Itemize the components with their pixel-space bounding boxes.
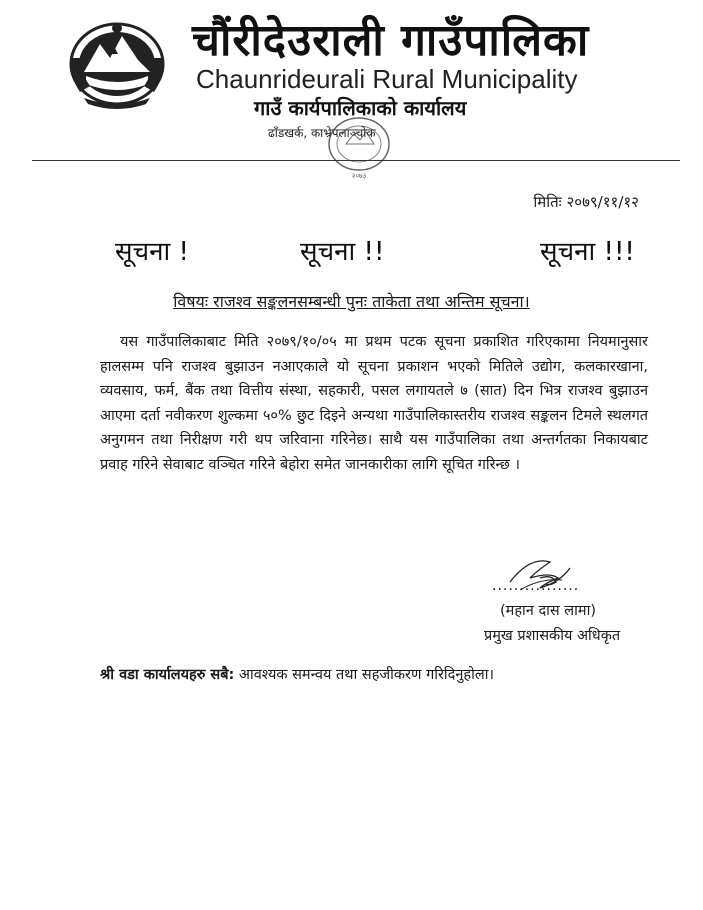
cc-label: श्री वडा कार्यालयहरु सबै: <box>100 667 235 683</box>
notice-heading-2: सूचना !! <box>300 237 385 267</box>
municipality-emblem-icon <box>64 14 170 110</box>
signature-line: ................ <box>492 578 580 594</box>
office-address: ढाँडखर्क, काभ्रेपलाञ्चोक <box>268 126 376 140</box>
municipality-title-english: Chaunrideurali Rural Municipality <box>196 64 578 94</box>
signer-title: प्रमुख प्रशासकीय अधिकृत <box>484 628 621 644</box>
notice-date: मितिः २०७९/११/१२ <box>533 193 639 211</box>
notice-heading-1: सूचना ! <box>115 237 189 267</box>
signer-name: (महान दास लामा) <box>500 603 596 619</box>
notice-body: यस गाउँपालिकाबाट मिति २०७९/१०/०५ मा प्रथम पटक सूचना प्रकाशित गरिएकामा नियमानुसार हालसम्म पनि राजश्व बुझाउन नआएकाले यो सूचना प्रकाशन भएको मितिले उद्योग, कलकारखाना, व्यवसाय, फर्म, बैंक तथा वित्तीय संस्था, सहकारी, पसल लगायतले ७ (सात) दिन भित्र राजश्व बुझाउन आएमा दर्ता नवीकरण शुल्कमा ५०% छुट दिइने अन्यथा गाउँपालिकास्तरीय राजश्व सङ्कलन टिमले स्थलगत अनुगमन तथा निरीक्षण गरी थप जरिवाना गरिनेछ। साथै यस गाउँपालिका तथा अन्तर्गतका निकायबाट प्रवाह गरिने सेवाबाट वञ्चित गरिने बेहोरा समेत जानकारीका लागि सूचित गरिन्छ । <box>100 334 648 473</box>
notice-heading-3: सूचना !!! <box>540 237 635 267</box>
copy-recipients <box>100 664 660 684</box>
notice-subject <box>0 290 703 312</box>
official-stamp-icon <box>318 108 400 182</box>
header-divider <box>32 160 680 161</box>
subject-text: विषयः राजश्व सङ्कलनसम्बन्धी पुनः ताकेता तथा अन्तिम सूचना। <box>173 292 530 311</box>
cc-text: आवश्यक समन्वय तथा सहजीकरण गरिदिनुहोला। <box>234 667 494 683</box>
office-name: गाउँ कार्यपालिकाको कार्यालय <box>254 96 467 120</box>
municipality-title-nepali: चौंरीदेउराली गाउँपालिका <box>192 15 590 66</box>
stamp-year: २०७३ <box>351 172 367 180</box>
